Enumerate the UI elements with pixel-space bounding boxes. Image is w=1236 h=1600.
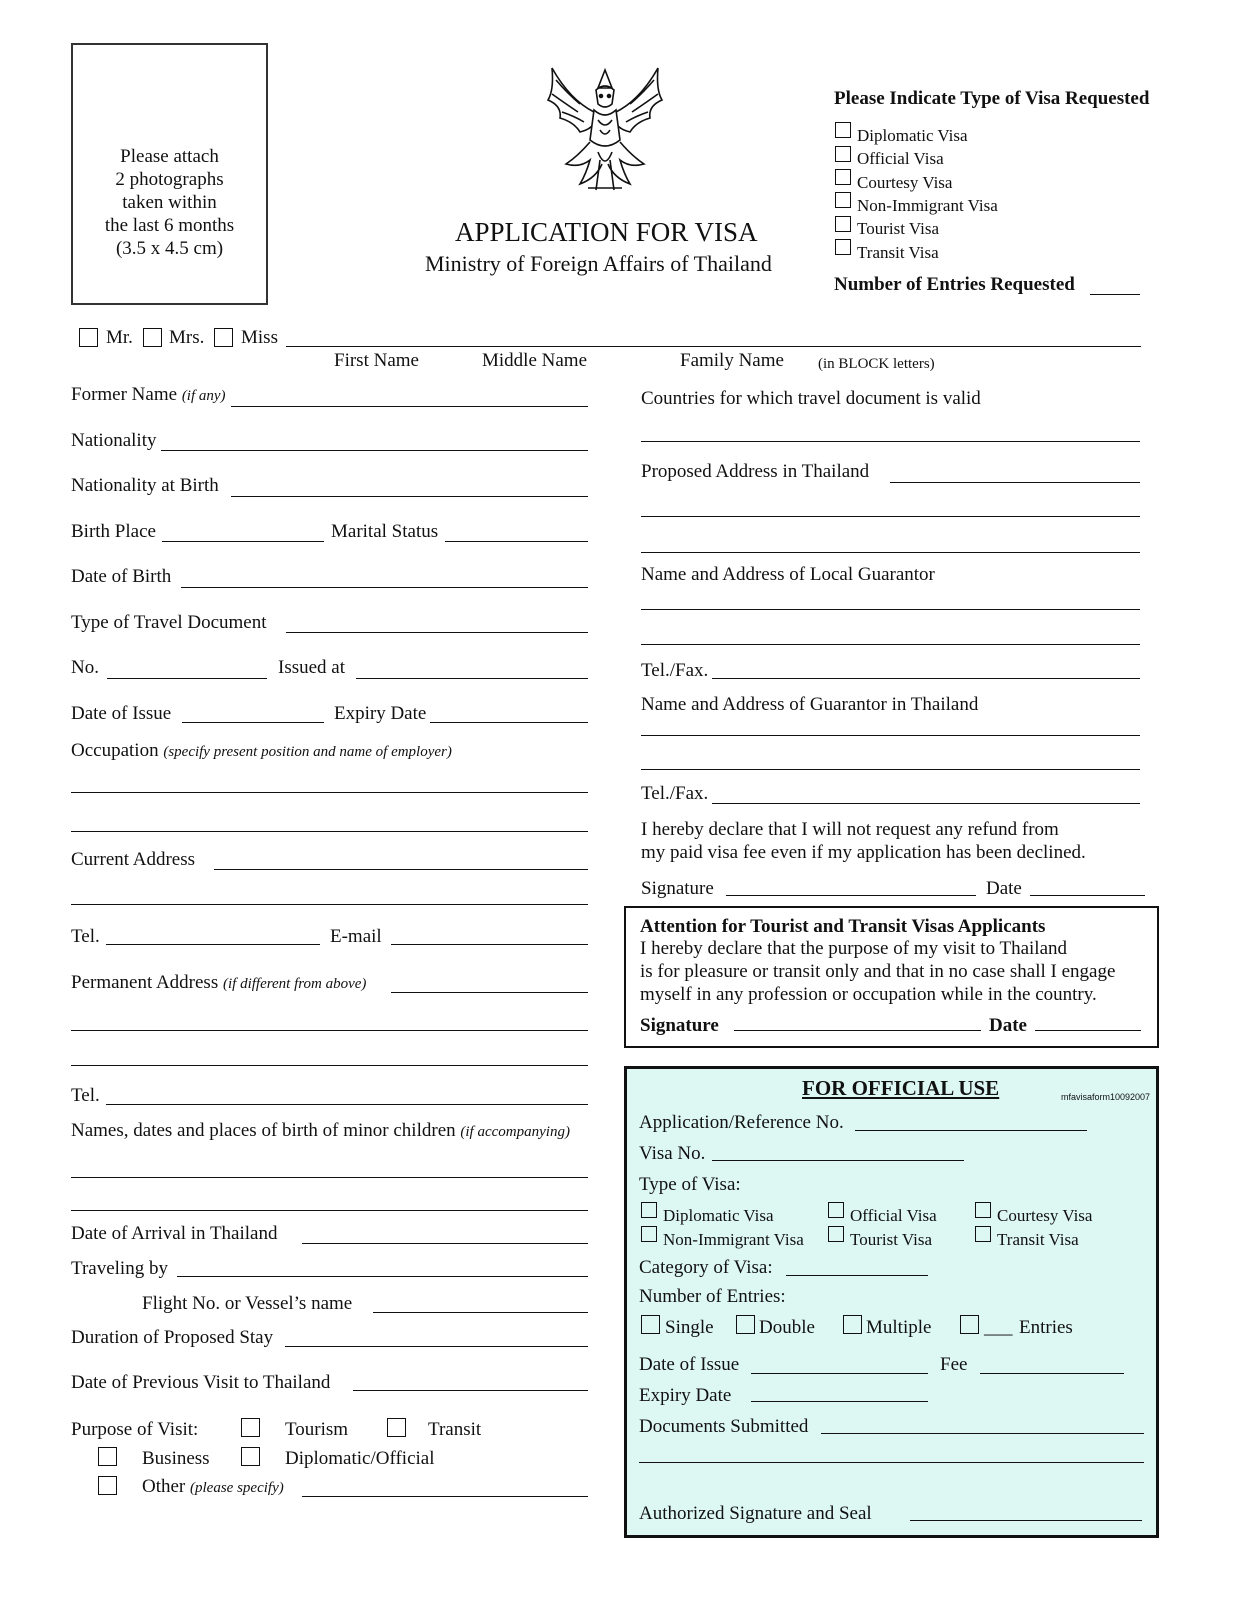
checkbox-business[interactable]	[98, 1447, 117, 1466]
official-visa-type-label: Tourist Visa	[850, 1230, 933, 1249]
former-name-label	[71, 384, 226, 407]
guarantor-thailand-label: Name and Address of Guarantor in Thailand	[641, 694, 979, 715]
official-checkbox-tourist[interactable]	[828, 1226, 844, 1242]
category-label: Category of Visa:	[639, 1257, 773, 1278]
entries-word-label: Entries	[1019, 1317, 1073, 1338]
official-checkbox-official[interactable]	[828, 1202, 844, 1218]
travel-doc-type-label: Type of Travel Document	[71, 612, 267, 633]
current-address-label: Current Address	[71, 849, 196, 870]
photo-instructions	[73, 145, 266, 260]
nationality-field[interactable]	[161, 450, 588, 451]
entries-requested-field[interactable]	[1090, 294, 1140, 295]
local-guarantor-field-2[interactable]	[641, 644, 1140, 645]
number-of-entries-label: Number of Entries:	[639, 1286, 786, 1307]
telfax-2-field[interactable]	[712, 803, 1140, 804]
page-title: APPLICATION FOR VISA	[455, 217, 758, 247]
issued-at-field[interactable]	[356, 678, 588, 679]
telfax-1-field[interactable]	[712, 678, 1140, 679]
children-field-2[interactable]	[71, 1210, 588, 1211]
multiple-label: Multiple	[866, 1317, 932, 1338]
date-of-issue-label: Date of Issue	[71, 703, 172, 724]
guarantor-thailand-field-1[interactable]	[641, 735, 1140, 736]
page-subtitle: Ministry of Foreign Affairs of Thailand	[425, 251, 772, 276]
purpose-label: Purpose of Visit:	[71, 1419, 199, 1440]
occupation-label	[71, 740, 452, 763]
title-label: Miss	[241, 327, 278, 348]
local-guarantor-label: Name and Address of Local Guarantor	[641, 564, 935, 585]
visa-option-label: Diplomatic Visa	[857, 126, 968, 145]
children-label	[71, 1120, 570, 1143]
double-label: Double	[759, 1317, 815, 1338]
signature-label: Signature	[641, 878, 714, 899]
countries-valid-label: Countries for which travel document is valid	[641, 388, 981, 409]
photo-line: Please attach	[120, 146, 219, 167]
official-visa-type-label: Official Visa	[850, 1206, 937, 1225]
telfax-2-label: Tel./Fax.	[641, 783, 709, 804]
telfax-1-label: Tel./Fax.	[641, 660, 709, 681]
occupation-field-1[interactable]	[71, 792, 588, 793]
purpose-other-text: Other	[142, 1476, 186, 1497]
children-field-1[interactable]	[71, 1177, 588, 1178]
permanent-address-field-1[interactable]	[391, 992, 588, 993]
form-code: mfavisaform10092007	[1061, 1092, 1151, 1102]
permanent-tel-label: Tel.	[71, 1085, 100, 1106]
first-name-caption: First Name	[334, 350, 419, 371]
visa-option-label: Transit Visa	[857, 243, 939, 262]
expiry-date-field[interactable]	[430, 722, 588, 723]
checkbox-mr[interactable]	[79, 328, 98, 347]
official-checkbox-non-immigrant[interactable]	[641, 1226, 657, 1242]
signature-field[interactable]	[726, 895, 976, 896]
birth-place-field[interactable]	[162, 541, 324, 542]
garuda-emblem-icon	[540, 60, 670, 195]
checkbox-tourism[interactable]	[241, 1418, 260, 1437]
occupation-field-2[interactable]	[71, 831, 588, 832]
visa-no-label: Visa No.	[639, 1143, 706, 1164]
email-field[interactable]	[391, 944, 588, 945]
arrival-label: Date of Arrival in Thailand	[71, 1223, 278, 1244]
checkbox-multiple[interactable]	[843, 1315, 862, 1334]
official-date-of-issue-label: Date of Issue	[639, 1354, 740, 1375]
official-visa-type-label: Non-Immigrant Visa	[663, 1230, 804, 1249]
purpose-business-label: Business	[142, 1448, 210, 1469]
checkbox-diplomatic-official[interactable]	[241, 1447, 260, 1466]
email-label: E-mail	[330, 926, 382, 947]
attention-line: I hereby declare that the purpose of my visit to Thailand	[640, 938, 1068, 959]
checkbox-miss[interactable]	[214, 328, 233, 347]
children-note: (if accompanying)	[460, 1124, 570, 1140]
middle-name-caption: Middle Name	[482, 350, 588, 371]
date-field[interactable]	[1030, 895, 1145, 896]
traveling-by-label: Traveling by	[71, 1258, 168, 1279]
documents-submitted-field-2[interactable]	[639, 1462, 1144, 1463]
occupation-note: (specify present position and name of employer)	[163, 744, 452, 760]
official-checkbox-diplomatic[interactable]	[641, 1202, 657, 1218]
doc-no-field[interactable]	[107, 678, 267, 679]
entries-requested-label: Number of Entries Requested	[834, 274, 1075, 295]
purpose-diplomatic-label: Diplomatic/Official	[285, 1448, 435, 1469]
checkbox-diplomatic-visa[interactable]	[835, 122, 851, 138]
marital-status-label: Marital Status	[331, 521, 439, 542]
countries-valid-field[interactable]	[641, 441, 1140, 442]
checkbox-official-visa[interactable]	[835, 146, 851, 162]
nationality-birth-field[interactable]	[231, 496, 588, 497]
official-visa-type-label: Transit Visa	[997, 1230, 1079, 1249]
purpose-other-label	[142, 1476, 284, 1499]
official-visa-type-label: Diplomatic Visa	[663, 1206, 774, 1225]
flight-field[interactable]	[373, 1312, 588, 1313]
fee-field[interactable]	[980, 1373, 1124, 1374]
single-label: Single	[665, 1317, 714, 1338]
type-of-visa-label: Type of Visa:	[639, 1174, 741, 1195]
visa-option-label: Official Visa	[857, 149, 944, 168]
date-of-issue-field[interactable]	[182, 722, 324, 723]
flight-label: Flight No. or Vessel’s name	[142, 1293, 353, 1314]
photo-line: (3.5 x 4.5 cm)	[115, 238, 224, 259]
documents-submitted-label: Documents Submitted	[639, 1416, 809, 1437]
proposed-address-field-2[interactable]	[641, 516, 1140, 517]
custom-entries-blank[interactable]: ___	[984, 1317, 1013, 1338]
official-expiry-label: Expiry Date	[639, 1385, 732, 1406]
attention-date-label: Date	[989, 1015, 1027, 1036]
photo-line: 2 photographs	[115, 169, 224, 190]
permanent-address-note: (if different from above)	[222, 976, 367, 992]
permanent-tel-field[interactable]	[106, 1104, 588, 1105]
authorized-signature-field[interactable]	[910, 1520, 1142, 1521]
attention-line: is for pleasure or transit only and that in no case shall I engage	[640, 961, 1116, 982]
fee-label: Fee	[940, 1354, 968, 1375]
duration-label: Duration of Proposed Stay	[71, 1327, 274, 1348]
guarantor-thailand-field-2[interactable]	[641, 769, 1140, 770]
attention-date-field[interactable]	[1035, 1030, 1141, 1031]
visa-type-heading: Please Indicate Type of Visa Requested	[834, 88, 1150, 109]
travel-doc-type-field[interactable]	[286, 632, 588, 633]
full-name-field[interactable]	[286, 346, 1141, 347]
former-name-field[interactable]	[231, 406, 588, 407]
arrival-field[interactable]	[302, 1243, 588, 1244]
checkbox-mrs[interactable]	[143, 328, 162, 347]
duration-field[interactable]	[285, 1346, 588, 1347]
expiry-date-label: Expiry Date	[334, 703, 427, 724]
official-use-box	[624, 1066, 1159, 1538]
previous-visit-label: Date of Previous Visit to Thailand	[71, 1372, 331, 1393]
family-name-caption: Family Name	[680, 350, 784, 371]
official-expiry-field[interactable]	[751, 1401, 928, 1402]
title-label: Mrs.	[169, 327, 205, 348]
purpose-tourism-label: Tourism	[285, 1419, 349, 1440]
checkbox-double[interactable]	[736, 1315, 755, 1334]
photo-box	[71, 43, 268, 305]
visa-option-label: Tourist Visa	[857, 219, 940, 238]
birth-place-label: Birth Place	[71, 521, 156, 542]
current-address-field-1[interactable]	[214, 869, 588, 870]
category-field[interactable]	[786, 1275, 928, 1276]
official-visa-type-label: Courtesy Visa	[997, 1206, 1093, 1225]
attention-box	[624, 906, 1159, 1048]
date-label: Date	[986, 878, 1022, 899]
permanent-address-label	[71, 972, 366, 995]
issued-at-label: Issued at	[278, 657, 346, 678]
official-use-heading: FOR OFFICIAL USE	[802, 1076, 1000, 1100]
permanent-address-text: Permanent Address	[71, 972, 219, 993]
marital-status-field[interactable]	[445, 541, 588, 542]
refund-declaration-line: my paid visa fee even if my application has been declined.	[641, 842, 1086, 863]
attention-signature-field[interactable]	[734, 1030, 981, 1031]
checkbox-other[interactable]	[98, 1476, 117, 1495]
children-text: Names, dates and places of birth of minor children	[71, 1120, 456, 1141]
checkbox-transit-visa[interactable]	[835, 239, 851, 255]
attention-heading: Attention for Tourist and Transit Visas Applicants	[640, 916, 1046, 937]
title-label: Mr.	[106, 327, 133, 348]
date-of-birth-field[interactable]	[181, 587, 588, 588]
previous-visit-field[interactable]	[353, 1390, 588, 1391]
purpose-other-note: (please specify)	[190, 1480, 284, 1496]
refund-declaration-line: I hereby declare that I will not request any refund from	[641, 819, 1059, 840]
date-of-birth-label: Date of Birth	[71, 566, 172, 587]
official-date-of-issue-field[interactable]	[751, 1373, 928, 1374]
ref-no-field[interactable]	[855, 1130, 1087, 1131]
tel-field[interactable]	[106, 944, 320, 945]
visa-option-label: Non-Immigrant Visa	[857, 196, 998, 215]
tel-label: Tel.	[71, 926, 100, 947]
traveling-by-field[interactable]	[177, 1276, 588, 1277]
checkbox-courtesy-visa[interactable]	[835, 169, 851, 185]
nationality-birth-label: Nationality at Birth	[71, 475, 219, 496]
visa-option-label: Courtesy Visa	[857, 173, 953, 192]
photo-line: the last 6 months	[104, 215, 235, 236]
documents-submitted-field-1[interactable]	[821, 1433, 1144, 1434]
former-name-note: (if any)	[181, 388, 226, 404]
block-letters-note: (in BLOCK letters)	[818, 356, 935, 372]
proposed-address-field-1[interactable]	[890, 482, 1140, 483]
purpose-transit-label: Transit	[428, 1419, 482, 1440]
checkbox-non-immigrant-visa[interactable]	[835, 192, 851, 208]
proposed-address-label: Proposed Address in Thailand	[641, 461, 870, 482]
permanent-address-field-2[interactable]	[71, 1030, 588, 1031]
checkbox-transit[interactable]	[387, 1418, 406, 1437]
attention-line: myself in any profession or occupation while in the country.	[640, 984, 1097, 1005]
official-checkbox-courtesy[interactable]	[975, 1202, 991, 1218]
doc-no-label: No.	[71, 657, 99, 678]
occupation-text: Occupation	[71, 740, 159, 761]
checkbox-tourist-visa[interactable]	[835, 216, 851, 232]
visa-no-field[interactable]	[712, 1160, 964, 1161]
checkbox-single[interactable]	[641, 1315, 660, 1334]
proposed-address-field-3[interactable]	[641, 552, 1140, 553]
attention-signature-label: Signature	[640, 1015, 719, 1036]
former-name-text: Former Name	[71, 384, 178, 405]
ref-no-label: Application/Reference No.	[639, 1112, 844, 1133]
official-checkbox-transit[interactable]	[975, 1226, 991, 1242]
photo-line: taken within	[122, 192, 217, 213]
authorized-signature-label: Authorized Signature and Seal	[639, 1503, 872, 1524]
nationality-label: Nationality	[71, 430, 157, 451]
checkbox-custom-entries[interactable]	[960, 1315, 979, 1334]
local-guarantor-field-1[interactable]	[641, 609, 1140, 610]
permanent-address-field-3[interactable]	[71, 1065, 588, 1066]
purpose-other-field[interactable]	[302, 1496, 588, 1497]
current-address-field-2[interactable]	[71, 904, 588, 905]
